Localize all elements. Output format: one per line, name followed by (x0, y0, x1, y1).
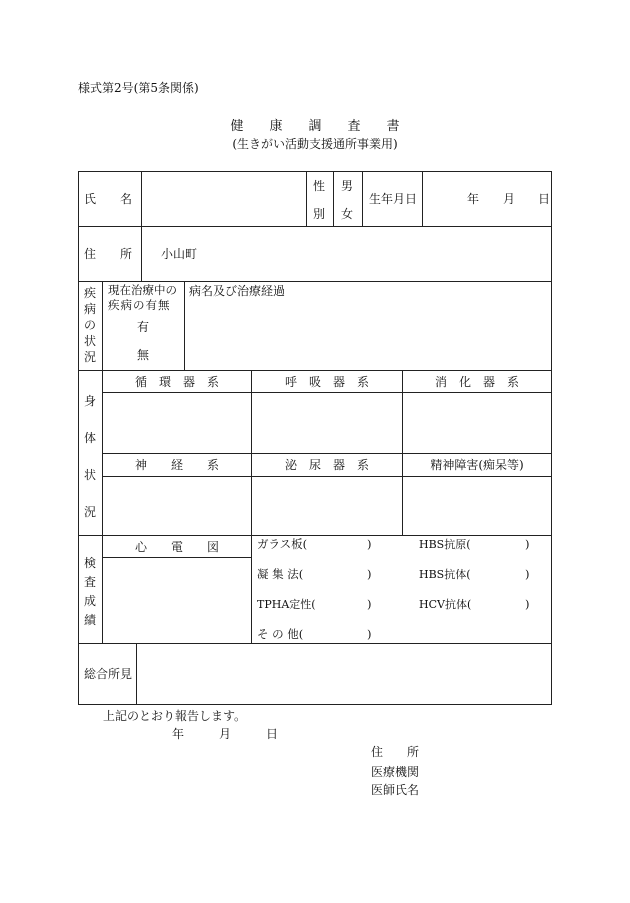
page-title: 健 康 調 査 書 (230, 119, 400, 134)
other-test-close: ) (367, 627, 372, 641)
sex-label-bottom: 別 (313, 207, 326, 221)
mental-header: 精神障害(痴呆等) (430, 458, 524, 472)
report-day-unit: 日 (266, 727, 279, 741)
doctor-name-label: 医師氏名 (371, 783, 420, 797)
address-label: 住 所 (84, 247, 133, 261)
hbs-antibody-close: ) (525, 567, 530, 581)
current-treatment-label-1: 現在治療中の (108, 283, 177, 297)
name-label: 氏 名 (84, 192, 133, 206)
disease-yes-option[interactable]: 有 (137, 320, 150, 334)
ecg-header: 心 電 図 (134, 540, 219, 554)
sex-label-top: 性 (313, 179, 326, 193)
respiratory-header: 呼 吸 器 系 (284, 375, 369, 389)
hbs-antigen-label: HBS抗原( (419, 538, 471, 551)
agglutination-label: 凝 集 法( (257, 567, 304, 581)
glass-plate-close: ) (367, 537, 372, 551)
form-number: 様式第2号(第5条関係) (78, 81, 199, 95)
birth-date-label: 生年月日 (369, 192, 418, 206)
report-year-unit: 年 (172, 727, 185, 741)
other-test-label: そ の 他( (257, 627, 304, 641)
nervous-header: 神 経 系 (134, 458, 219, 472)
disease-section-label: 疾 病 の 状 況 (83, 286, 96, 364)
circulatory-header: 循 環 器 系 (134, 375, 219, 389)
agglutination-close: ) (367, 567, 372, 581)
birth-month-unit: 月 (503, 192, 516, 206)
disease-history-label: 病名及び治療経過 (189, 284, 286, 298)
glass-plate-label: ガラス板( (257, 537, 308, 551)
tpha-label: TPHA定性( (257, 598, 316, 611)
birth-day-unit: 日 (538, 192, 551, 206)
urinary-header: 泌 尿 器 系 (284, 458, 369, 472)
test-results-section-label: 検 査 成 績 (83, 556, 96, 627)
hcv-antibody-label: HCV抗体( (419, 598, 472, 611)
report-statement: 上記のとおり報告します。 (103, 709, 247, 723)
doctor-address-label: 住 所 (371, 745, 420, 759)
current-treatment-label-2: 疾病の有無 (108, 298, 171, 312)
summary-label: 総合所見 (84, 667, 133, 681)
sex-male-option[interactable]: 男 (341, 179, 354, 193)
hbs-antibody-label: HBS抗体( (419, 568, 471, 581)
tpha-close: ) (367, 597, 372, 611)
medical-institution-label: 医療機関 (371, 765, 420, 779)
address-value: 小山町 (161, 247, 198, 261)
hbs-antigen-close: ) (525, 537, 530, 551)
birth-year-unit: 年 (467, 192, 480, 206)
hcv-antibody-close: ) (525, 597, 530, 611)
report-month-unit: 月 (219, 727, 232, 741)
disease-no-option[interactable]: 無 (137, 348, 150, 362)
body-status-section-label: 身 体 状 況 (83, 394, 96, 519)
sex-female-option[interactable]: 女 (341, 207, 354, 221)
digestive-header: 消 化 器 系 (434, 375, 519, 389)
page-subtitle: (生きがい活動支援通所事業用) (232, 137, 398, 151)
